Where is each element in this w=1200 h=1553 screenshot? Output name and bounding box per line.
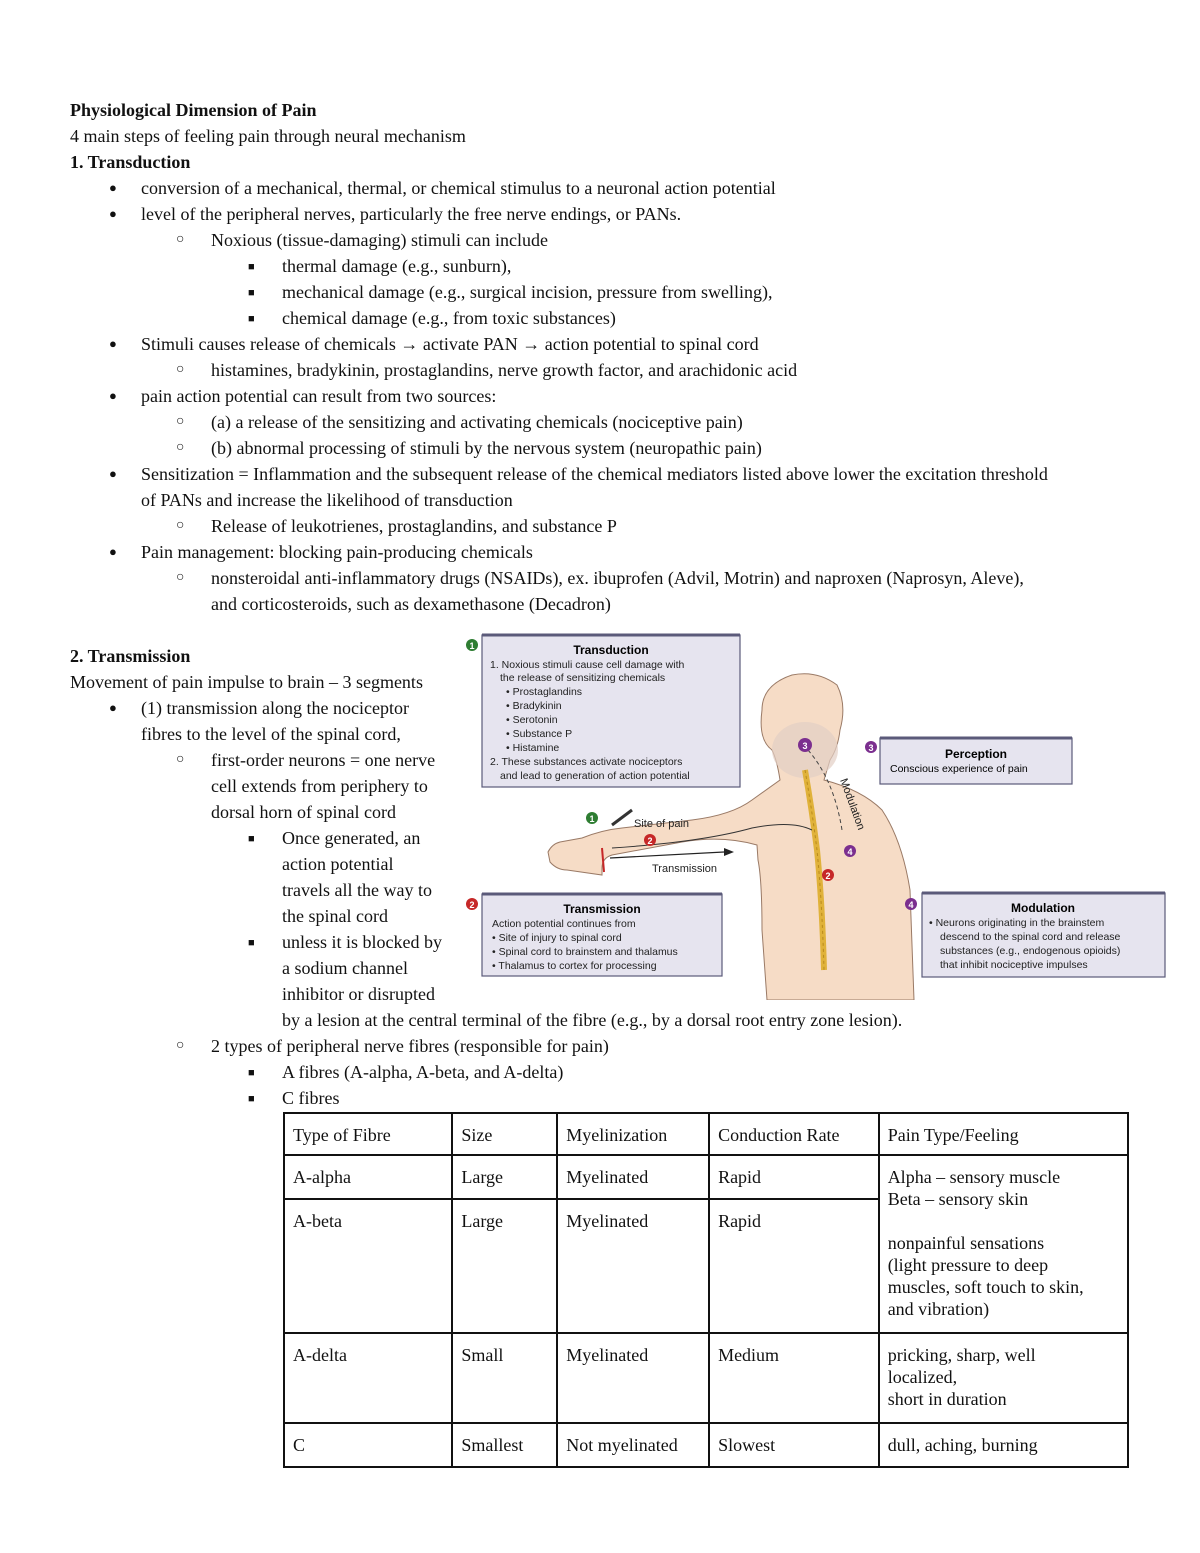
- modulation-box: [905, 893, 1165, 977]
- bullet-circle: ○: [176, 414, 185, 429]
- transduction-line: 2. These substances activate nociceptors: [490, 756, 683, 768]
- list-item: 2 types of peripheral nerve fibres (responsible for pain): [211, 1036, 609, 1056]
- list-item: (b) abnormal processing of stimuli by the nervous system (neuropathic pain): [211, 438, 762, 458]
- table-cell: Myelinated: [557, 1155, 709, 1199]
- perception-box: [865, 738, 1072, 784]
- transduction-title: Transduction: [573, 643, 649, 657]
- list-item-continuation: travels all the way to: [282, 880, 432, 900]
- list-item-continuation: and corticosteroids, such as dexamethasone (Decadron): [211, 594, 611, 614]
- step-2-number: 2: [469, 900, 475, 910]
- table-cell: Large: [452, 1199, 557, 1333]
- bullet-dot: ●: [109, 180, 117, 195]
- step-1-number: 1: [469, 641, 475, 651]
- table-row: [284, 1423, 1128, 1467]
- nerve-fibre-table: [283, 1112, 1129, 1468]
- bullet-circle: ○: [176, 1038, 185, 1053]
- table-cell: A-beta: [284, 1199, 452, 1333]
- list-item: first-order neurons = one nerve: [211, 750, 436, 770]
- table-cell: Rapid: [709, 1199, 879, 1333]
- bullet-dot: ●: [109, 388, 117, 403]
- transmission-line: • Site of injury to spinal cord: [492, 932, 622, 944]
- list-item-continuation: of PANs and increase the likelihood of transduction: [141, 490, 513, 510]
- list-item: Release of leukotrienes, prostaglandins, and substance P: [211, 516, 617, 536]
- list-item-continuation: a sodium channel: [282, 958, 408, 978]
- list-item-continuation: dorsal horn of spinal cord: [211, 802, 396, 822]
- page-title: Physiological Dimension of Pain: [70, 100, 317, 120]
- table-cell: Slowest: [709, 1423, 879, 1467]
- table-cell: Smallest: [452, 1423, 557, 1467]
- bullet-dot: ●: [109, 336, 117, 351]
- list-item-continuation: inhibitor or disrupted: [282, 984, 435, 1004]
- transmission-title: Transmission: [563, 902, 641, 916]
- list-item: nonsteroidal anti-inflammatory drugs (NSAIDs), ex. ibuprofen (Advil, Motrin) and naproxen (Naprosyn, Aleve),: [211, 568, 1024, 588]
- table-header-cell: Type of Fibre: [284, 1113, 452, 1155]
- list-item: Noxious (tissue-damaging) stimuli can include: [211, 230, 548, 250]
- list-item: level of the peripheral nerves, particularly the free nerve endings, or PANs.: [141, 204, 682, 224]
- step-3-number: 3: [868, 743, 874, 753]
- table-cell: Myelinated: [557, 1199, 709, 1333]
- table-header-cell: Size: [452, 1113, 557, 1155]
- bullet-circle: ○: [176, 752, 185, 767]
- step-1-site-number: 1: [589, 814, 595, 824]
- bullet-square: ■: [248, 287, 255, 299]
- table-cell: Large: [452, 1155, 557, 1199]
- table-cell: Rapid: [709, 1155, 879, 1199]
- list-item: chemical damage (e.g., from toxic substances): [282, 308, 616, 328]
- list-item: A fibres (A-alpha, A-beta, and A-delta): [282, 1062, 564, 1082]
- list-item: (a) a release of the sensitizing and activating chemicals (nociceptive pain): [211, 412, 743, 432]
- bullet-square: ■: [248, 261, 255, 273]
- transmission-box: [466, 894, 722, 976]
- list-item: C fibres: [282, 1088, 340, 1108]
- table-cell: Medium: [709, 1333, 879, 1423]
- table-header-cell: Conduction Rate: [709, 1113, 879, 1155]
- list-item: conversion of a mechanical, thermal, or chemical stimulus to a neuronal action potential: [141, 178, 776, 198]
- list-item: mechanical damage (e.g., surgical incision, pressure from swelling),: [282, 282, 773, 302]
- table-cell: Small: [452, 1333, 557, 1423]
- list-item-continuation: the spinal cord: [282, 906, 388, 926]
- list-item: unless it is blocked by: [282, 932, 442, 952]
- bullet-square: ■: [248, 313, 255, 325]
- list-item-continuation: cell extends from periphery to: [211, 776, 428, 796]
- table-cell: dull, aching, burning: [879, 1423, 1128, 1467]
- transduction-line: • Substance P: [506, 728, 573, 740]
- feeling-line: short in duration: [887, 1389, 1007, 1409]
- table-cell-feeling-a: [879, 1155, 1128, 1333]
- bullet-dot: ●: [109, 700, 117, 715]
- list-item-continuation: fibres to the level of the spinal cord,: [141, 724, 401, 744]
- bullet-circle: ○: [176, 362, 185, 377]
- modulation-line: that inhibit nociceptive impulses: [940, 959, 1088, 971]
- transmission-line: • Thalamus to cortex for processing: [492, 960, 657, 972]
- bullet-square: ■: [248, 833, 255, 845]
- transduction-line: and lead to generation of action potential: [500, 770, 690, 782]
- list-item: histamines, bradykinin, prostaglandins, nerve growth factor, and arachidonic acid: [211, 360, 798, 380]
- intro-text: 4 main steps of feeling pain through neural mechanism: [70, 126, 466, 146]
- bullet-square: ■: [248, 1067, 255, 1079]
- pain-pathway-figure: [462, 630, 1172, 1000]
- table-cell-feeling-delta: [879, 1333, 1128, 1423]
- perception-title: Perception: [944, 747, 1008, 761]
- transduction-line: • Prostaglandins: [506, 686, 583, 698]
- transduction-line: • Histamine: [506, 742, 560, 754]
- bullet-circle: ○: [176, 518, 185, 533]
- feeling-line: (light pressure to deep: [887, 1255, 1049, 1275]
- bullet-square: ■: [248, 1093, 255, 1105]
- transduction-line: the release of sensitizing chemicals: [500, 672, 666, 684]
- list-item-continuation: by a lesion at the central terminal of the fibre (e.g., by a dorsal root entry zone lesion).: [282, 1010, 903, 1030]
- feeling-line: muscles, soft touch to skin,: [887, 1277, 1084, 1297]
- feeling-line: Alpha – sensory muscle: [887, 1167, 1061, 1187]
- table-header-cell: Myelinization: [557, 1113, 709, 1155]
- bullet-square: ■: [248, 937, 255, 949]
- modulation-line: descend to the spinal cord and release: [940, 931, 1121, 943]
- feeling-line: Beta – sensory skin: [887, 1189, 1029, 1209]
- list-item: Pain management: blocking pain-producing chemicals: [141, 542, 533, 562]
- step-2-arm-number: 2: [647, 836, 653, 846]
- section-intro: Movement of pain impulse to brain – 3 segments: [70, 672, 423, 692]
- transmission-arrow-label: Transmission: [652, 863, 717, 875]
- list-item: (1) transmission along the nociceptor: [141, 698, 409, 718]
- step-4-spine-number: 4: [847, 847, 853, 857]
- table-header-cell: Pain Type/Feeling: [879, 1113, 1128, 1155]
- modulation-line: substances (e.g., endogenous opioids): [940, 945, 1121, 957]
- feeling-line: pricking, sharp, well: [887, 1345, 1036, 1365]
- list-item: thermal damage (e.g., sunburn),: [282, 256, 512, 276]
- table-header-row: [284, 1113, 1128, 1155]
- section-heading-transmission: 2. Transmission: [70, 646, 191, 666]
- transmission-line: • Spinal cord to brainstem and thalamus: [492, 946, 678, 958]
- site-of-pain-label: Site of pain: [634, 818, 690, 830]
- bullet-dot: ●: [109, 466, 117, 481]
- table-row: [284, 1155, 1128, 1199]
- list-item-continuation: action potential: [282, 854, 394, 874]
- feeling-line: nonpainful sensations: [887, 1233, 1045, 1253]
- table-cell: C: [284, 1423, 452, 1467]
- bullet-circle: ○: [176, 232, 185, 247]
- list-item: Stimuli causes release of chemicals → activate PAN → action potential to spinal cord: [141, 334, 759, 354]
- transduction-box: [466, 635, 740, 787]
- bullet-dot: ●: [109, 206, 117, 221]
- bullet-dot: ●: [109, 544, 117, 559]
- feeling-line: localized,: [887, 1367, 958, 1387]
- table-row: [284, 1333, 1128, 1423]
- list-item: pain action potential can result from two sources:: [141, 386, 497, 406]
- bullet-circle: ○: [176, 440, 185, 455]
- step-2-spine-number: 2: [825, 871, 831, 881]
- section-heading-transduction: 1. Transduction: [70, 152, 191, 172]
- table-cell: A-alpha: [284, 1155, 452, 1199]
- list-item: Sensitization = Inflammation and the subsequent release of the chemical mediators listed above lower the excitation threshold: [141, 464, 1048, 484]
- transduction-line: 1. Noxious stimuli cause cell damage with: [490, 659, 685, 671]
- transduction-line: • Serotonin: [506, 714, 558, 726]
- step-4-number: 4: [908, 900, 914, 910]
- modulation-line: • Neurons originating in the brainstem: [929, 917, 1105, 929]
- table-cell: Not myelinated: [557, 1423, 709, 1467]
- transmission-line: Action potential continues from: [492, 918, 636, 930]
- list-item: Once generated, an: [282, 828, 421, 848]
- table-cell: Myelinated: [557, 1333, 709, 1423]
- perception-text: Conscious experience of pain: [890, 763, 1028, 775]
- transduction-line: • Bradykinin: [506, 700, 562, 712]
- bullet-circle: ○: [176, 570, 185, 585]
- step-3-brain-number: 3: [802, 741, 808, 751]
- modulation-arrow-label: Modulation: [837, 776, 867, 832]
- feeling-line: and vibration): [887, 1299, 990, 1319]
- modulation-title: Modulation: [1011, 901, 1075, 915]
- table-cell: A-delta: [284, 1333, 452, 1423]
